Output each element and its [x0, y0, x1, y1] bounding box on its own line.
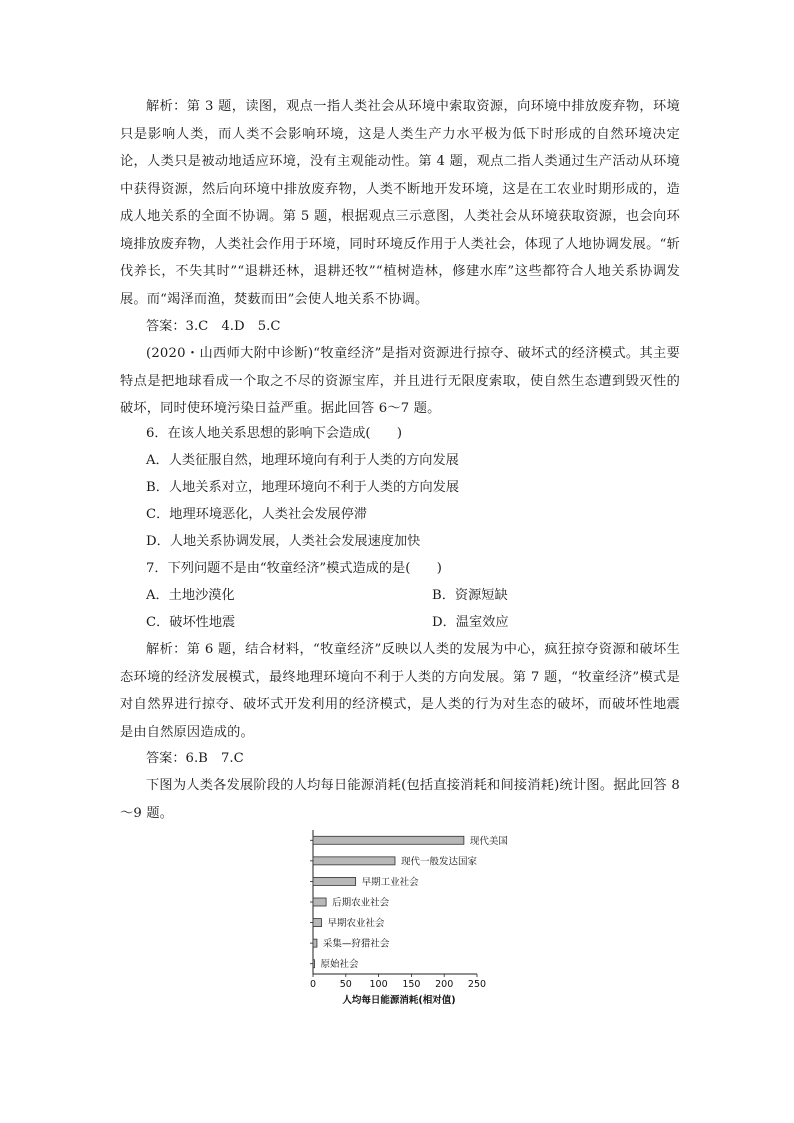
bar-7 [313, 960, 315, 968]
bar-5 [313, 919, 322, 927]
q6-option-c: C．地理环境恶化，人类社会发展停滞 [146, 507, 368, 522]
energy-consumption-bar-chart [296, 828, 536, 1008]
bar-label-1: 现代美国 [469, 835, 508, 847]
question-7: 7．下列问题不是由“牧童经济”模式造成的是( ) [146, 561, 442, 576]
answer-line-1: 答案：3.C 4.D 5.C [146, 319, 281, 334]
x-tick-label-2: 50 [339, 979, 352, 990]
q7-option-a: A．土地沙漠化 [146, 588, 235, 603]
bar-3 [313, 877, 356, 885]
bar-label-4: 后期农业社会 [332, 897, 390, 909]
q6-option-b: B．人地关系对立，地理环境向不利于人类的方向发展 [146, 480, 460, 495]
q7-option-d: D．温室效应 [432, 615, 509, 630]
bar-6 [313, 939, 317, 947]
chart-intro-paragraph: 下图为人类各发展阶段的人均每日能源消耗(包括直接消耗和间接消耗)统计图。据此回答 8～9 题。 [120, 778, 680, 821]
x-tick-label-4: 150 [402, 979, 421, 990]
x-tick-label-1: 0 [309, 979, 317, 990]
answer-line-2: 答案：6.B 7.C [146, 751, 244, 766]
x-axis-label: 人均每日能源消耗(相对值) [342, 995, 456, 1006]
bar-1 [313, 836, 464, 844]
q6-option-a: A．人类征服自然，地理环境向有利于人类的方向发展 [146, 453, 459, 468]
bar-label-2: 现代一般发达国家 [401, 856, 478, 868]
q7-option-b: B．资源短缺 [432, 588, 508, 603]
x-tick-label-6: 250 [467, 979, 487, 990]
bar-label-5: 早期农业社会 [327, 918, 385, 930]
material-paragraph: (2020・山西师大附中诊断)“牧童经济”是指对资源进行掠夺、破坏式的经济模式。其主要特点是把地球看成一个取之不尽的资源宝库，并且进行无限度索取，使自然生态遭到毁灭性的破坏，同时使环境污染日益严重。据此回答 6～7 题。 [120, 346, 680, 416]
question-6: 6．在该人地关系思想的影响下会造成( ) [146, 426, 403, 441]
bar-label-3: 早期工业社会 [361, 876, 419, 888]
q6-option-d: D．人地关系协调发展，人类社会发展速度加快 [146, 534, 421, 549]
bar-4 [313, 898, 326, 906]
bar-label-6: 采集—狩猎社会 [322, 938, 390, 950]
x-tick-label-5: 200 [435, 979, 454, 990]
q7-option-c: C．破坏性地震 [146, 615, 236, 630]
analysis-paragraph-2: 解析：第 6 题，结合材料，“牧童经济”反映以人类的发展为中心，疯狂掠夺资源和破坏生态环境的经济发展模式，最终地理环境向不利于人类的方向发展。第 7 题，“牧童经济”模式是对自然界进行掠夺、破坏式开发利用的经济模式，是人类的行为对生态的破坏，而破坏性地震是由自然原因造成的。 [120, 642, 680, 740]
bar-label-7: 原始社会 [320, 959, 359, 971]
analysis-paragraph-1: 解析：第 3 题，读图，观点一指人类社会从环境中索取资源，向环境中排放废弃物，环境只是影响人类，而人类不会影响环境，这是人类生产力水平极为低下时形成的自然环境决定论，人类只是被动地适应环境，没有主观能动性。第 4 题，观点二指人类通过生产活动从环境中获得资源，然后向环境中排放废弃物，人类不断地开发环境，这是在工农业时期形成的，造成人地关系的全面不协调。第 5 题，根据观点三示意图，人类社会从环境获取资源，也会向环境排放废弃物，人类社会作用于环境，同时环境反作用于人类社会，体现了人地协调发展。“斩伐养长，不失其时”“退耕还林，退耕还牧”“植树造林，修建水库”这些都符合人地关系协调发展。而“竭泽而渔，焚薮而田”会使人地关系不协调。 [120, 99, 680, 307]
bar-2 [313, 857, 395, 865]
x-tick-label-3: 100 [369, 979, 388, 990]
